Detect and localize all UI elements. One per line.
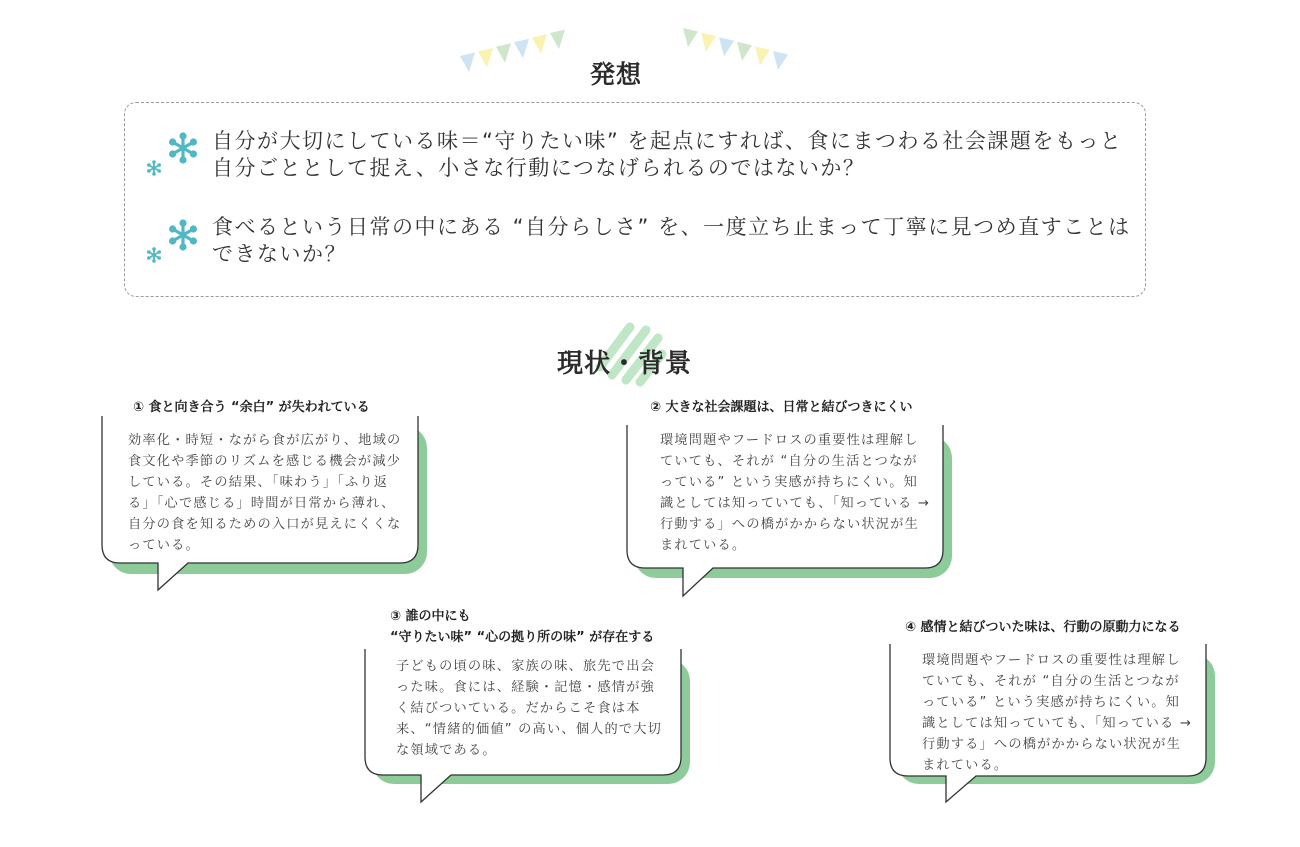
bunting-flag bbox=[701, 33, 716, 52]
card-body: 環境問題やフードロスの重要性は理解していても、それが “自分の生活とつながっている” という実感が持ちにくい。知識としては知っていても、「知っている → 行動する」への橋がかからない状況が生まれている。 bbox=[660, 433, 931, 553]
idea-section-title: 発想 bbox=[590, 60, 643, 89]
idea-item-text: 自分が大切にしている味＝“守りたい味” を起点にすれば、食にまつわる社会課題をもっと自分ごととして捉え、小さな行動につなげられるのではないか？ bbox=[212, 129, 1123, 180]
sparkle-icon bbox=[143, 215, 203, 267]
card-title: ② 大きな社会課題は、日常と結びつきにくい bbox=[650, 400, 913, 415]
card-title: ④ 感情と結びついた味は、行動の原動力になる bbox=[905, 620, 1181, 635]
card-title: “守りたい味” “心の拠り所の味” が存在する bbox=[390, 630, 655, 645]
card-body: 環境問題やフードロスの重要性は理解していても、それが “自分の生活とつながっている” という実感が持ちにくい。知識としては知っていても、「知っている → 行動する」への橋がかからない状況が生まれている。 bbox=[922, 653, 1193, 773]
bunting-flag bbox=[773, 51, 788, 70]
bunting-flag bbox=[755, 46, 770, 65]
bunting-flag bbox=[550, 30, 565, 50]
card-body: 子どもの頃の味、家族の味、旅先で出会った味。食には、経験・記憶・感情が強く結びついている。だからこそ食は本来、“情緒的価値” の高い、個人的で大切な領域である。 bbox=[396, 659, 663, 758]
card-title: ③ 誰の中にも bbox=[390, 609, 471, 624]
sparkle-icon bbox=[143, 128, 203, 180]
idea-item-text: 食べるという日常の中にある “自分らしさ” を、一度立ち止まって丁寧に見つめ直すことはできないか？ bbox=[212, 215, 1131, 266]
bunting-flag bbox=[683, 28, 698, 47]
card-body: 効率化・時短・ながら食が広がり、地域の食文化や季節のリズムを感じる機会が減少している。その結果、「味わう」「ふり返る」「心で感じる」時間が日常から薄れ、自分の食を知るための入口が見えにくくなっている。 bbox=[128, 433, 402, 553]
card-title: ① 食と向き合う “余白” が失われている bbox=[133, 400, 370, 415]
background-section-title: 現状・背景 bbox=[557, 349, 693, 379]
bunting-flag bbox=[460, 53, 475, 73]
bunting-flag bbox=[496, 43, 511, 63]
bunting-flag bbox=[478, 48, 493, 68]
bunting-flag bbox=[514, 39, 529, 59]
bunting-flag bbox=[532, 34, 547, 54]
bunting-flag bbox=[719, 37, 734, 56]
bunting-flag bbox=[737, 42, 752, 61]
